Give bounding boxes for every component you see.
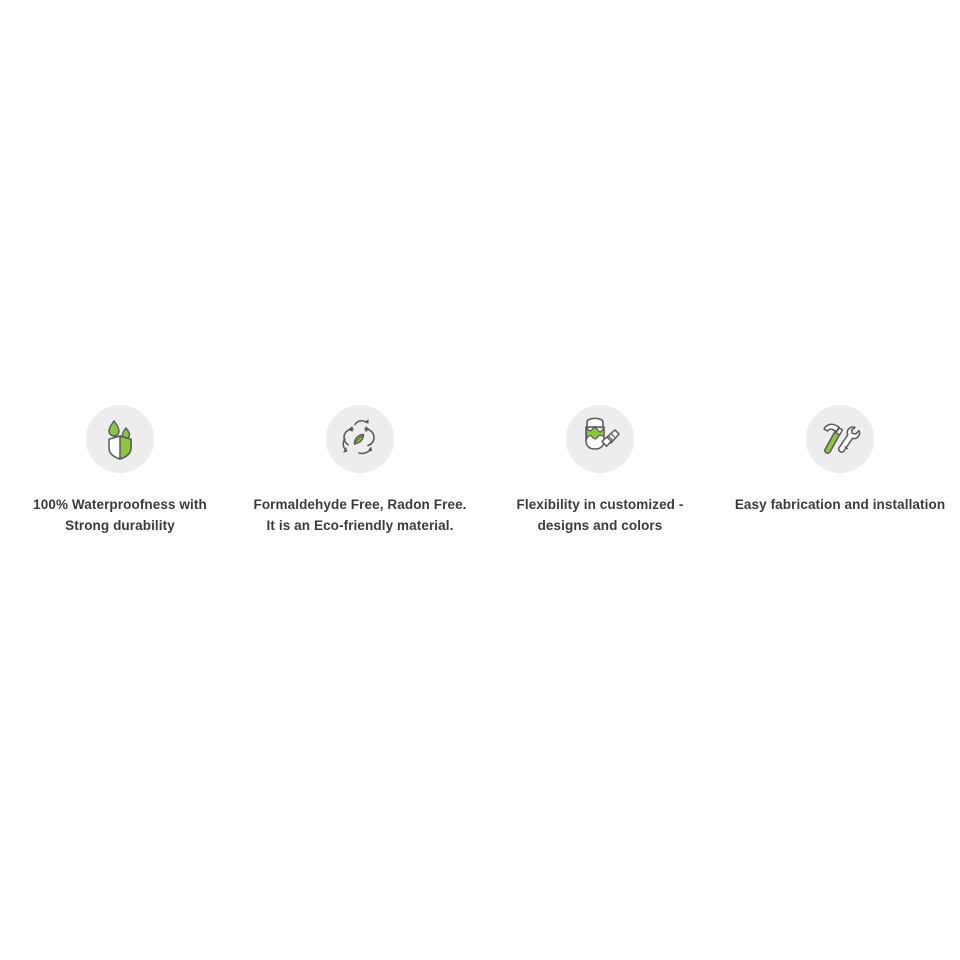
feature-list xyxy=(0,405,960,536)
caption-line-2: Strong durability xyxy=(65,517,175,533)
hammer-wrench-tools-icon xyxy=(815,415,865,463)
feature-item-flexibility xyxy=(480,405,720,536)
recycle-leaf-eco-icon xyxy=(335,415,385,463)
caption-line-1: 100% Waterproofness with xyxy=(33,497,207,512)
caption-line-1: Flexibility in customized - xyxy=(516,497,684,512)
waterproof-shield-droplet-icon xyxy=(96,415,144,463)
icon-circle-eco-friendly xyxy=(326,405,394,473)
feature-caption-waterproof xyxy=(33,495,207,536)
caption-line-1: Formaldehyde Free, Radon Free. xyxy=(253,497,467,512)
caption-line-2: It is an Eco-friendly material. xyxy=(266,517,454,533)
caption-line-1: Easy fabrication and installation xyxy=(734,497,946,512)
paint-bucket-brush-icon xyxy=(575,415,625,463)
icon-circle-waterproof xyxy=(86,405,154,473)
icon-circle-fabrication xyxy=(806,405,874,473)
feature-caption-eco-friendly xyxy=(253,495,466,536)
feature-item-waterproof xyxy=(0,405,240,536)
feature-caption-fabrication xyxy=(735,495,945,516)
feature-item-eco-friendly xyxy=(240,405,480,536)
feature-item-fabrication xyxy=(720,405,960,516)
feature-caption-flexibility xyxy=(517,495,684,536)
icon-circle-flexibility xyxy=(566,405,634,473)
caption-line-2: designs and colors xyxy=(537,517,663,533)
